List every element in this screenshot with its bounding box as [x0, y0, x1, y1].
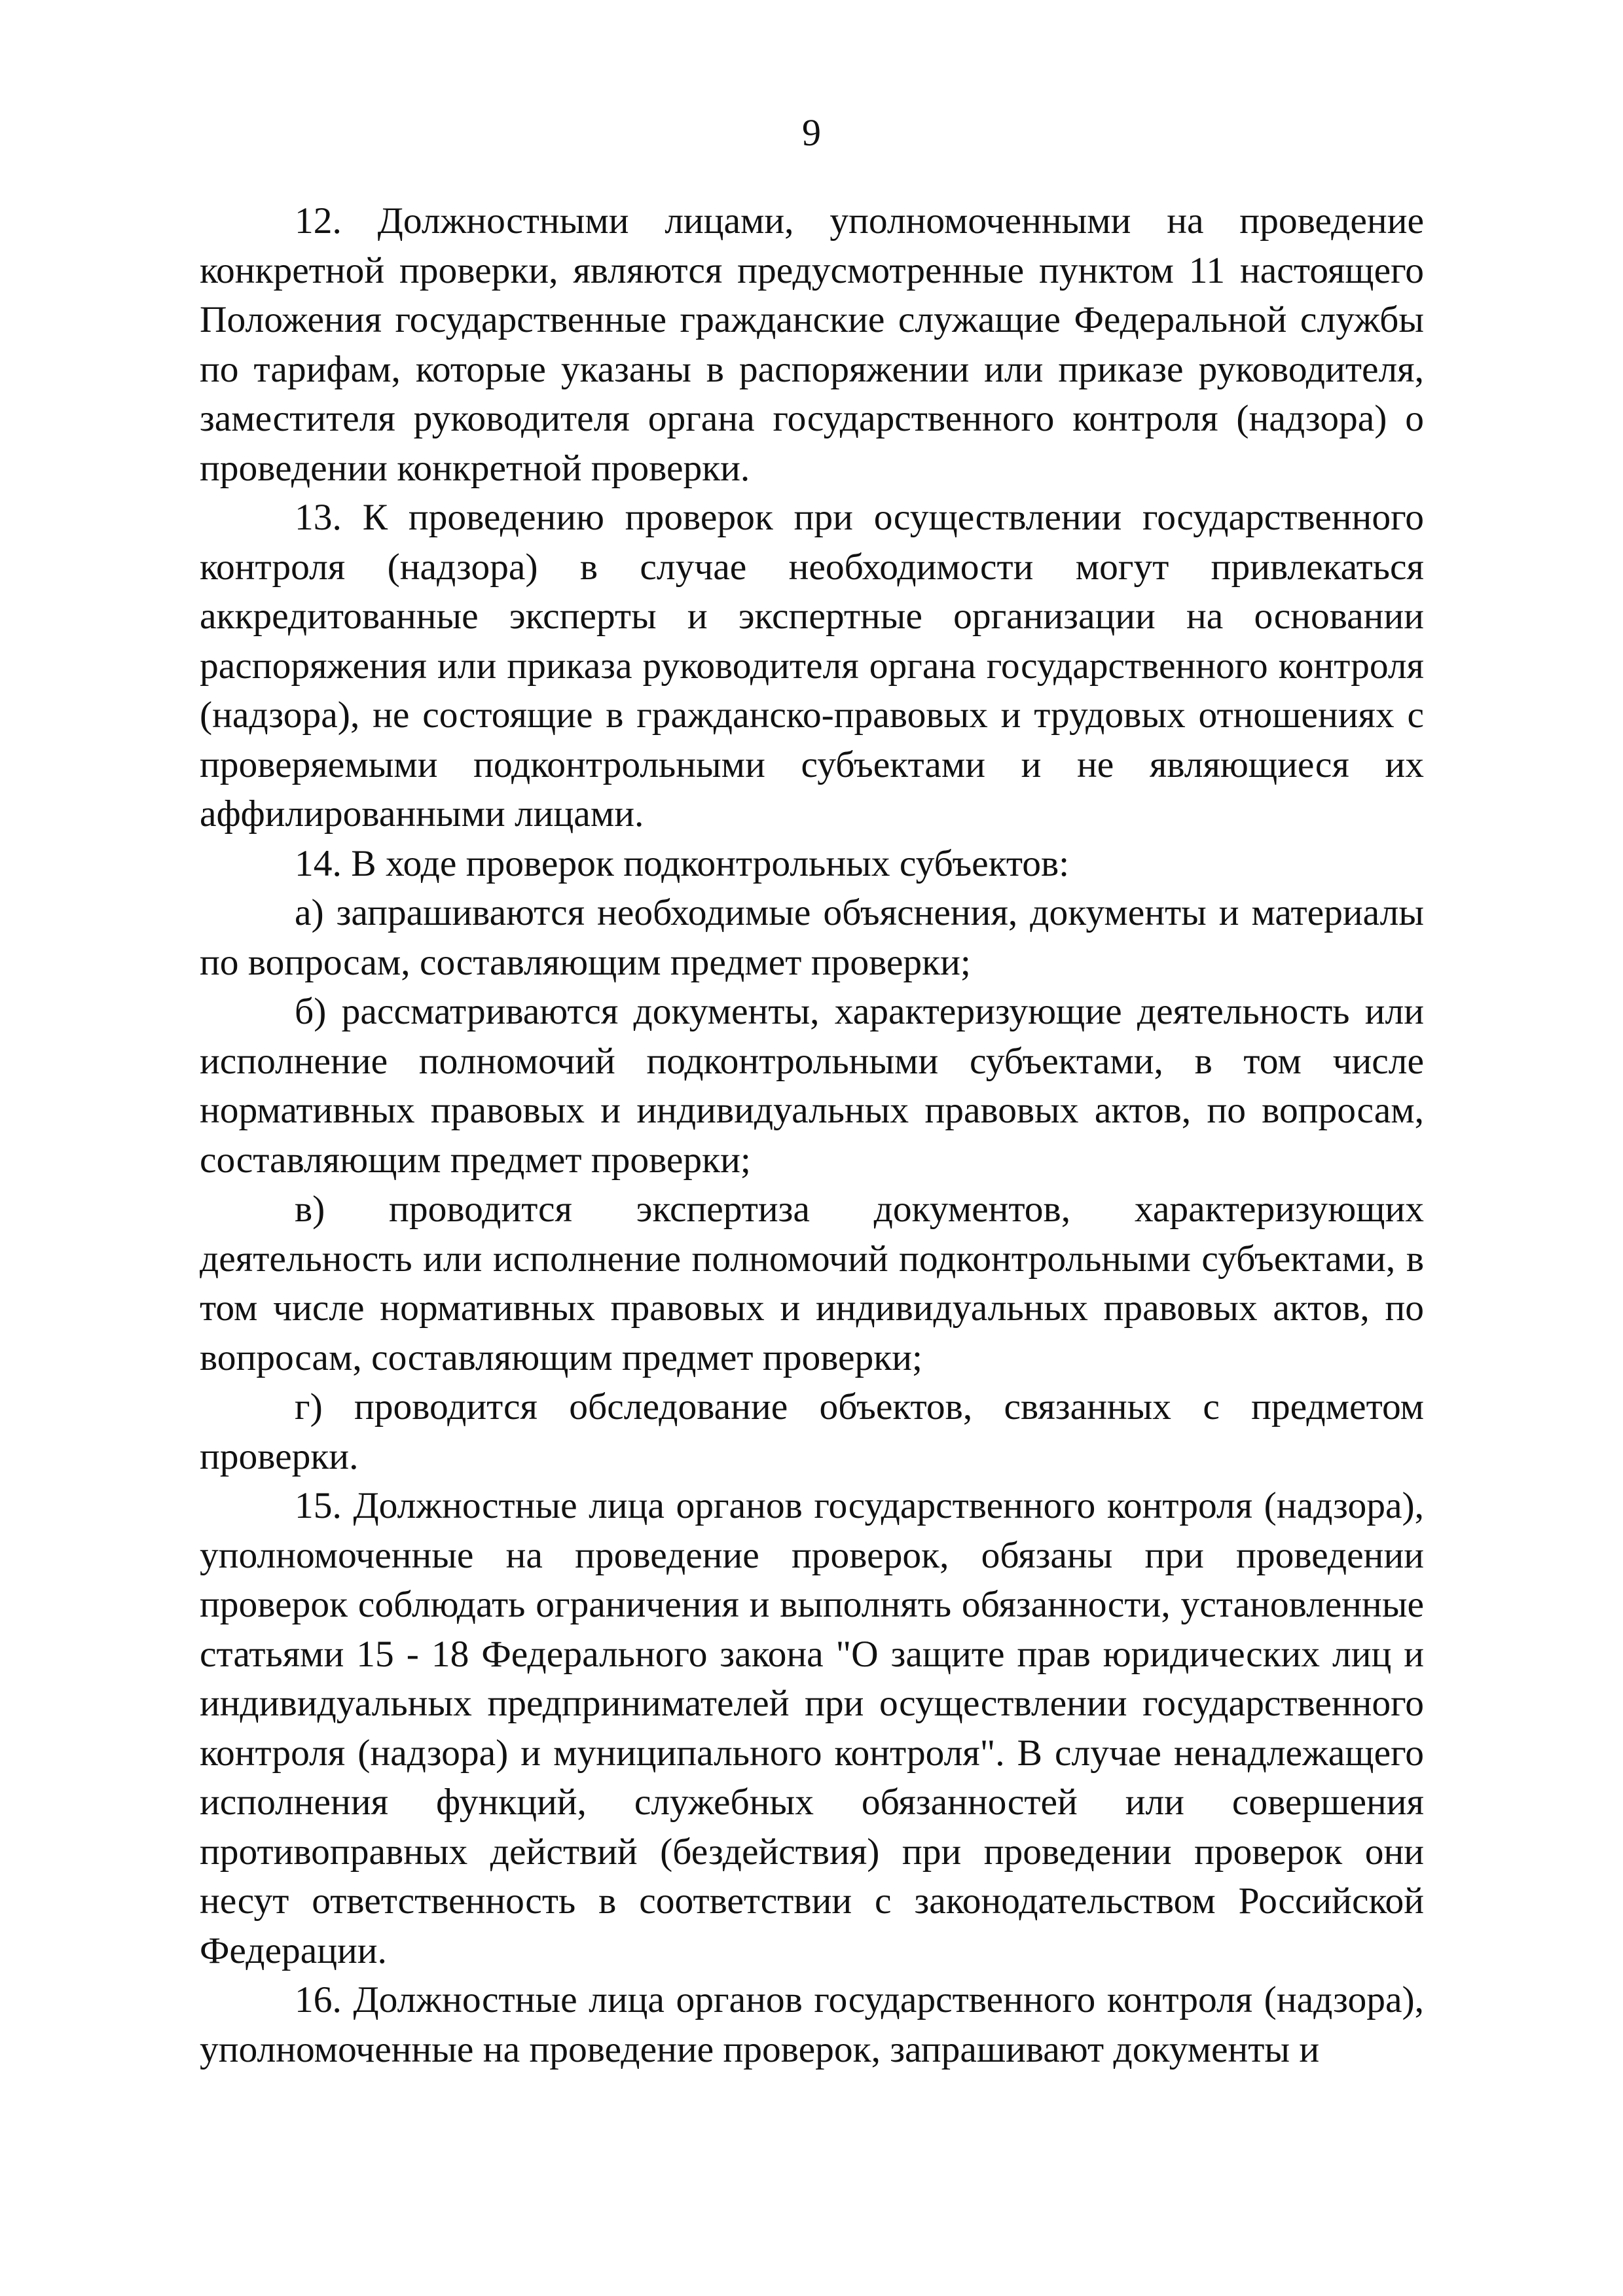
paragraph-12: 12. Должностными лицами, уполномоченными на проведение конкретной проверки, являются предусмотренные пунктом 11 настоящего Положения государственные гражданские служащие Федеральной службы по тарифам, которые указаны в распоряжении или приказе руководителя, заместителя руководителя органа государственного контроля (надзора) о проведении конкретной проверки. [200, 200, 1424, 489]
paragraph-16: 16. Должностные лица органов государственного контроля (надзора), уполномоченные на проведение проверок, запрашивают документы и [200, 1979, 1424, 2070]
paragraph-15: 15. Должностные лица органов государственного контроля (надзора), уполномоченные на проведение проверок, обязаны при проведении проверок соблюдать ограничения и выполнять обязанности, установленные статьями 15 - 18 Федерального закона "О защите прав юридических лиц и индивидуальных предпринимателей при осуществлении государственного контроля (надзора) и муниципального контроля". В случае ненадлежащего исполнения функций, служебных обязанностей или совершения противоправных действий (бездействия) при проведении проверок они несут ответственность в соответствии с законодательством Российской Федерации. [200, 1485, 1424, 1971]
document-body [200, 196, 1424, 2074]
paragraph-13: 13. К проведению проверок при осуществлении государственного контроля (надзора) в случае необходимости могут привлекаться аккредитованные эксперты и экспертные организации на основании распоряжения или приказа руководителя органа государственного контроля (надзора), не состоящие в гражданско-правовых и трудовых отношениях с проверяемыми подконтрольными субъектами и не являющиеся их аффилированными лицами. [200, 497, 1424, 834]
paragraph-14-item-g: г) проводится обследование объектов, связанных с предметом проверки. [200, 1386, 1424, 1477]
paragraph-14-item-v: в) проводится экспертиза документов, характеризующих деятельность или исполнение полномочий подконтрольными субъектами, в том числе нормативных правовых и индивидуальных правовых актов, по вопросам, составляющим предмет проверки; [200, 1189, 1424, 1378]
paragraph-14-item-a: а) запрашиваются необходимые объяснения, документы и материалы по вопросам, составляющим предмет проверки; [200, 892, 1424, 983]
paragraph-14-item-b: б) рассматриваются документы, характеризующие деятельность или исполнение полномочий подконтрольными субъектами, в том числе нормативных правовых и индивидуальных правовых актов, по вопросам, составляющим предмет проверки; [200, 991, 1424, 1181]
paragraph-14: 14. В ходе проверок подконтрольных субъектов: [295, 842, 1070, 884]
page-number: 9 [802, 111, 821, 154]
